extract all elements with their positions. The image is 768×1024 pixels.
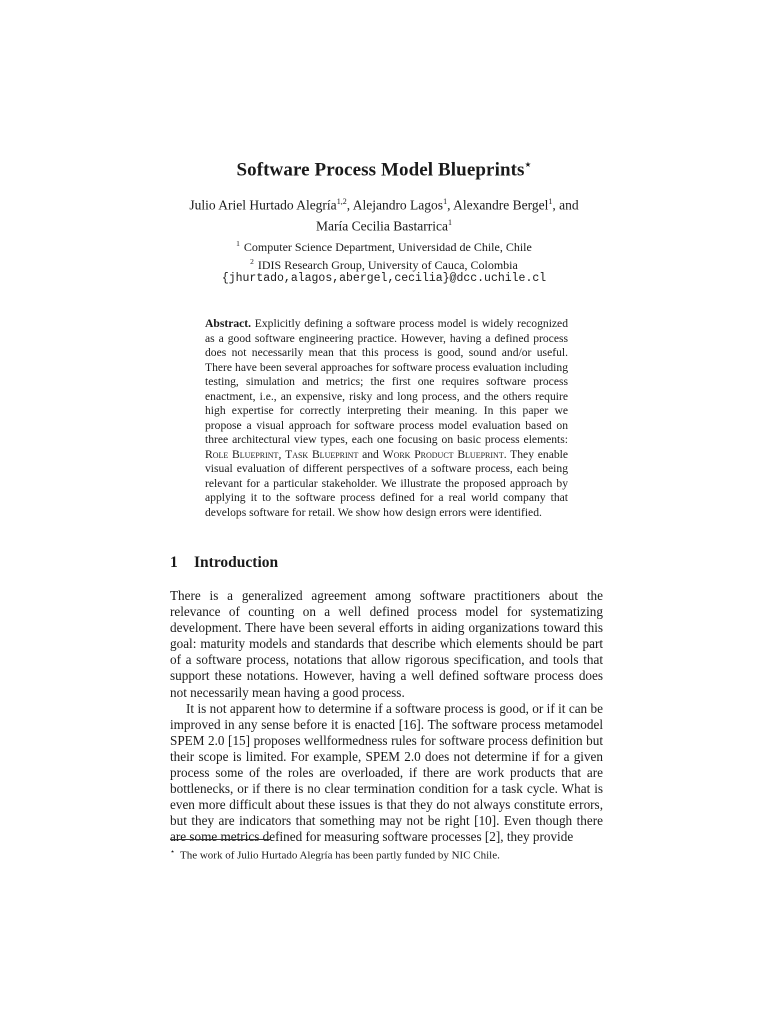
abstract: Abstract. Explicitly defining a software process model is widely recognized as a good software engineering practice. However, having a defined process does not necessarily mean that this process is good, sound and/or useful. There have been several approaches for software process evaluation including testing, simulation and metrics; the first one requires software process enactment, i.e., an expensive, risky and long process, and the others require high expertise for correctly interpreting their meaning. In this paper we propose a visual approach for software process model evaluation based on three architectural view types, each one focusing on basic process elements: Role Blueprint, Task Blueprint and Work Product Blueprint. They enable visual evaluation of different perspectives of a software process, each being relevant for a particular stakeholder. We illustrate the proposed approach by applying it to the software process defined for a real world company that develops software for retail. We show how design errors were identified. bbox=[205, 317, 569, 519]
author-name: María Cecilia Bastarrica bbox=[316, 218, 448, 233]
author-affiliation-mark: 1 bbox=[443, 197, 448, 206]
section-heading bbox=[170, 554, 600, 572]
section-number: 1 bbox=[170, 554, 178, 571]
term-work-product-blueprint: Work Product Blueprint bbox=[382, 447, 504, 461]
author-separator: , and bbox=[552, 197, 579, 213]
paragraph: It is not apparent how to determine if a software process is good, or if it can be improved in any sense before it is enacted [16]. The software process metamodel SPEM 2.0 [15] proposes wellformedness rules for software process definition but their scope is limited. For example, SPEM 2.0 does not determine if for a given process some of the roles are overloaded, if there are work products that are bottlenecks, or if there is no clear termination condition for a task cycle. What is even more difficult about these issues is that they do not always constitute errors, but they are indicators that something may not be right [10]. Even though there are some metrics defined for measuring software processes [2], they provide bbox=[170, 700, 603, 845]
footnote-text: The work of Julio Hurtado Alegría has been partly funded by NIC Chile. bbox=[180, 849, 500, 862]
title-footnote-mark: ⋆ bbox=[524, 158, 532, 171]
abstract-text: Explicitly defining a software process model is widely recognized as a good software engineering practice. However, having a defined process does not necessarily mean that this process is good, sound and/or useful. There have been several approaches for software process evaluation including testing, simulation and metrics; the first one requires software process enactment, i.e., an expensive, risky and long process, and the others require high expertise for correctly interpreting their meaning. In this paper we propose a visual approach for software process model evaluation based on three architectural view types, each one focusing on basic process elements: bbox=[205, 317, 569, 446]
term-task-blueprint: Task Blueprint bbox=[285, 447, 359, 461]
footnote bbox=[170, 845, 603, 863]
section-title: Introduction bbox=[194, 554, 279, 571]
author-list bbox=[150, 193, 618, 234]
author-emails: {jhurtado,alagos,abergel,cecilia}@dcc.uchile.cl bbox=[221, 272, 547, 285]
author-name: Alejandro Lagos bbox=[352, 197, 444, 213]
abstract-label: Abstract. bbox=[205, 317, 252, 330]
author-separator: , bbox=[447, 197, 454, 213]
paper-title: Software Process Model Blueprints⋆ bbox=[236, 158, 532, 181]
author-affiliation-mark: 1 bbox=[447, 217, 452, 227]
footnote-rule bbox=[170, 839, 270, 840]
term-role-blueprint: Role Blueprint bbox=[205, 447, 279, 461]
author-name: Alexandre Bergel bbox=[453, 197, 549, 213]
author-name: Julio Ariel Hurtado Alegría bbox=[189, 197, 337, 213]
abstract-text: . They enable visual evaluation of different perspectives of a software process, each being relevant for a particular stakeholder. We illustrate the proposed approach by applying it to the software process defined for a real world company that develops software for retail. We show how design errors were identified. bbox=[205, 447, 568, 519]
affiliation-mark: 1 bbox=[236, 239, 240, 248]
affiliation: $^1$ Computer Science Department, Universidad de Chile, Chile bbox=[236, 239, 532, 254]
body-text bbox=[170, 588, 603, 846]
affiliations bbox=[150, 237, 618, 287]
footnote-mark: ⋆ bbox=[170, 847, 176, 856]
affiliation-mark: 2 bbox=[250, 256, 254, 266]
paragraph: There is a generalized agreement among software practitioners about the relevance of counting on a well defined process model for systematizing development. There have been several efforts in aiding organizations toward this goal: maturity models and standards that describe which elements should be part of a software process, notations that allow rigorous specification, and tools that support these notations. However, having a well defined software process does not necessarily mean having a good process. bbox=[170, 588, 603, 700]
author-separator: , bbox=[346, 197, 353, 213]
author-affiliation-mark: 1,2 bbox=[336, 197, 347, 206]
author-affiliation-mark: 1 bbox=[548, 197, 553, 206]
affiliation: $^2$ IDIS Research Group, University of Cauca, Colombia bbox=[250, 256, 518, 272]
